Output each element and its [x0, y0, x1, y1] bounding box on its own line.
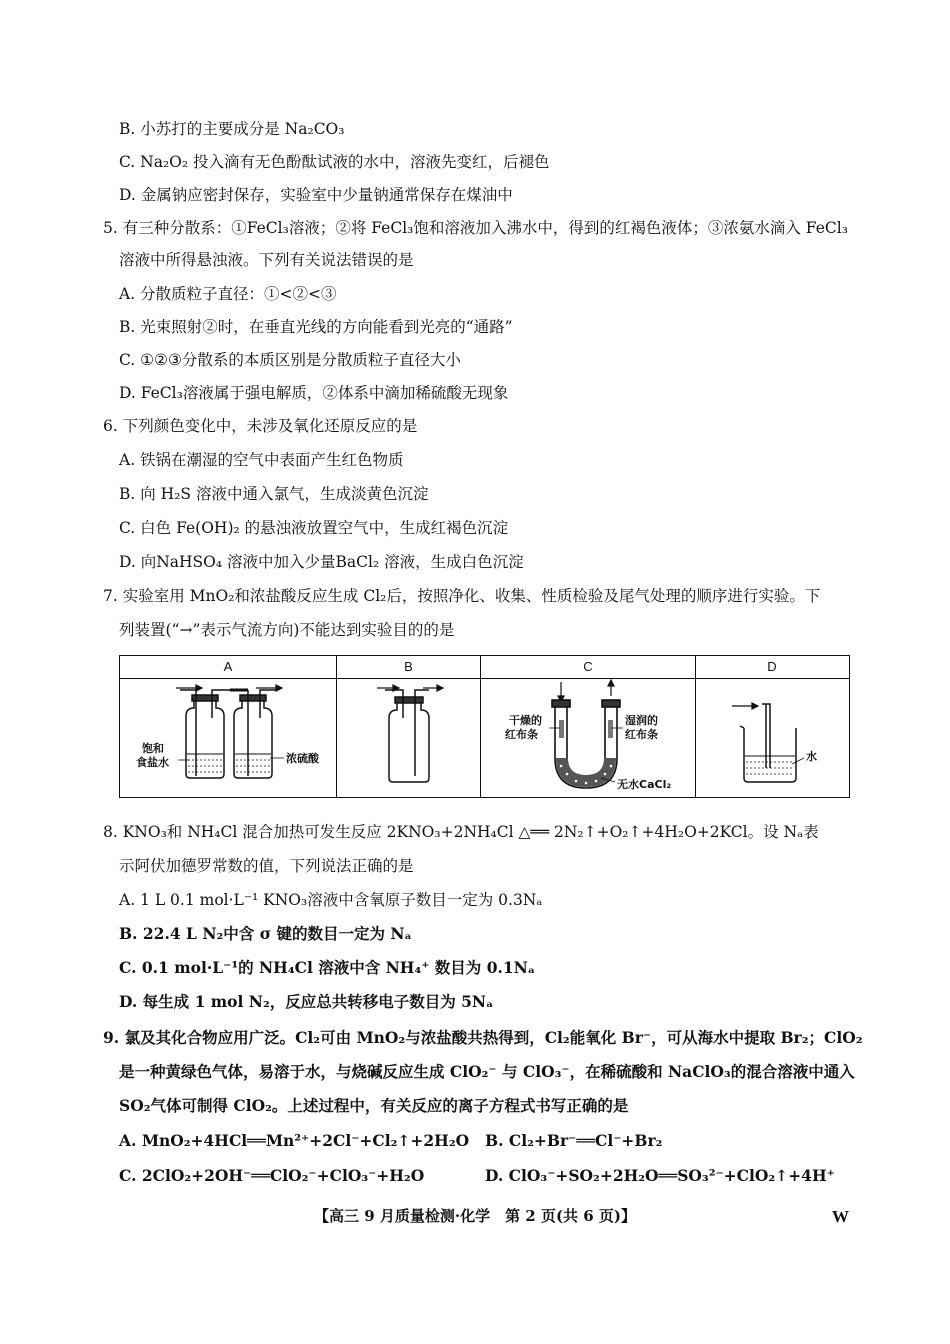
apparatus-cell-c	[481, 656, 696, 797]
q8-option-d: D. 每生成 1 mol N₂，反应总共转移电子数目为 5Nₐ	[119, 992, 494, 1011]
q8-stem-line2: 示阿伏加德罗常数的值，下列说法正确的是	[119, 857, 414, 875]
q5-option-d: D. FeCl₃溶液属于强电解质，②体系中滴加稀硫酸无现象	[119, 384, 509, 402]
q6-option-b: B. 向 H₂S 溶液中通入氯气，生成淡黄色沉淀	[119, 485, 429, 503]
apparatus-label-a: A	[223, 659, 233, 674]
beaker-diagram	[696, 678, 848, 796]
q8-option-b: B. 22.4 L N₂中含 σ 键的数目一定为 Nₐ	[119, 924, 412, 943]
q4-option-b: B. 小苏打的主要成分是 Na₂CO₃	[119, 120, 345, 138]
q5-option-a: A. 分散质粒子直径：①<②<③	[119, 285, 337, 303]
collection-bottle-diagram	[337, 678, 481, 796]
page-footer: 【高三 9 月质量检测·化学 第 2 页(共 6 页)】	[313, 1207, 637, 1225]
label-brine: 食盐水	[136, 756, 169, 769]
q5-stem-line2: 溶液中所得悬浊液。下列有关说法错误的是	[119, 251, 414, 269]
q8-option-c: C. 0.1 mol·L⁻¹的 NH₄Cl 溶液中含 NH₄⁺ 数目为 0.1Nₐ	[119, 958, 536, 977]
q5-stem-line1: 5. 有三种分散系：①FeCl₃溶液；②将 FeCl₃饱和溶液加入沸水中，得到的红褐色液体；③浓氨水滴入 FeCl₃	[103, 219, 848, 237]
apparatus-label-c: C	[583, 659, 593, 674]
label-anhydrous-cacl2: 无水CaCl₂	[617, 778, 672, 791]
q9-option-d: D. ClO₃⁻+SO₂+2H₂O══SO₃²⁻+ClO₂↑+4H⁺	[485, 1166, 835, 1185]
apparatus-label-b: B	[404, 659, 413, 674]
q8-stem-line1: 8. KNO₃和 NH₄Cl 混合加热可发生反应 2KNO₃+2NH₄Cl △══ 2N₂↑+O₂↑+4H₂O+2KCl。设 Nₐ表	[103, 823, 819, 841]
q7-stem-line2: 列装置(“→”表示气流方向)不能达到实验目的的是	[119, 621, 455, 639]
label-saturated: 饱和	[142, 742, 164, 755]
u-tube-diagram	[481, 678, 696, 796]
apparatus-cell-a	[120, 656, 337, 797]
wash-bottles-diagram	[120, 678, 337, 796]
q9-stem-line3: SO₂气体可制得 ClO₂。上述过程中，有关反应的离子方程式书写正确的是	[119, 1096, 629, 1115]
label-conc-sulfuric: 浓硫酸	[286, 752, 319, 765]
q5-option-b: B. 光束照射②时，在垂直光线的方向能看到光亮的“通路”	[119, 318, 513, 336]
q9-stem-line1: 9. 氯及其化合物应用广泛。Cl₂可由 MnO₂与浓盐酸共热得到，Cl₂能氧化 Br⁻，可从海水中提取 Br₂；ClO₂	[103, 1028, 863, 1047]
q8-option-a: A. 1 L 0.1 mol·L⁻¹ KNO₃溶液中含氧原子数目一定为 0.3Nₐ	[119, 891, 543, 909]
label-water: 水	[806, 750, 817, 763]
q6-option-d: D. 向NaHSO₄ 溶液中加入少量BaCl₂ 溶液，生成白色沉淀	[119, 553, 524, 571]
label-dry: 干燥的	[509, 714, 542, 727]
label-wet: 湿润的	[625, 714, 658, 727]
q9-option-c: C. 2ClO₂+2OH⁻══ClO₂⁻+ClO₃⁻+H₂O	[119, 1166, 425, 1185]
q9-stem-line2: 是一种黄绿色气体，易溶于水，与烧碱反应生成 ClO₂⁻ 与 ClO₃⁻，在稀硫酸和 NaClO₃的混合溶液中通入	[119, 1062, 855, 1081]
q6-option-a: A. 铁锅在潮湿的空气中表面产生红色物质	[119, 451, 404, 469]
apparatus-cell-d	[696, 656, 848, 797]
label-red-cloth-left: 红布条	[505, 728, 538, 741]
q5-option-c: C. ①②③分散系的本质区别是分散质粒子直径大小	[119, 351, 461, 369]
q4-option-d: D. 金属钠应密封保存，实验室中少量钠通常保存在煤油中	[119, 186, 513, 204]
apparatus-table	[119, 655, 850, 798]
q4-option-c: C. Na₂O₂ 投入滴有无色酚酞试液的水中，溶液先变红，后褪色	[119, 153, 550, 171]
q9-option-b: B. Cl₂+Br⁻══Cl⁻+Br₂	[485, 1131, 663, 1150]
q7-stem-line1: 7. 实验室用 MnO₂和浓盐酸反应生成 Cl₂后，按照净化、收集、性质检验及尾气处理的顺序进行实验。下	[103, 587, 821, 605]
apparatus-cell-b	[337, 656, 481, 797]
q6-option-c: C. 白色 Fe(OH)₂ 的悬浊液放置空气中，生成红褐色沉淀	[119, 519, 509, 537]
q6-stem: 6. 下列颜色变化中，未涉及氧化还原反应的是	[103, 417, 418, 435]
corner-mark: W	[832, 1207, 849, 1226]
q9-option-a: A. MnO₂+4HCl══Mn²⁺+2Cl⁻+Cl₂↑+2H₂O	[119, 1131, 470, 1150]
apparatus-label-d: D	[767, 659, 777, 674]
label-red-cloth-right: 红布条	[625, 728, 658, 741]
